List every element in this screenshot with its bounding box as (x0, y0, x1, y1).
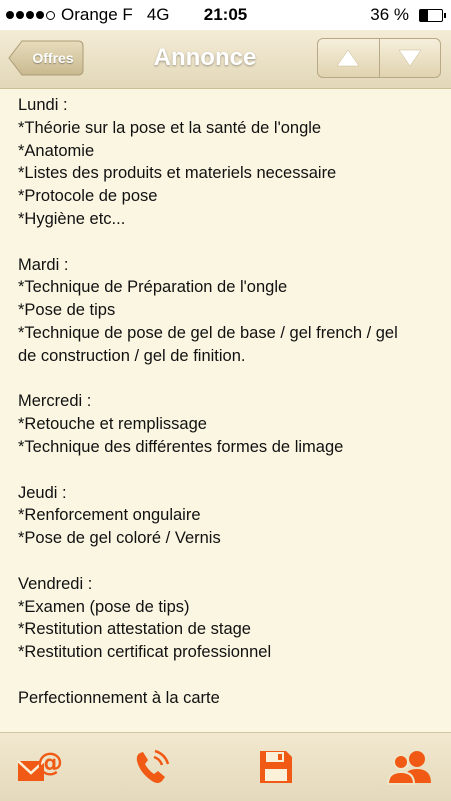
text-line: *Anatomie (18, 141, 95, 160)
blank-line (18, 664, 437, 687)
triangle-down-icon (398, 48, 422, 68)
svg-text:@: @ (37, 748, 63, 778)
text-line: *Listes des produits et materiels necessaire (18, 164, 337, 183)
text-line: *Restitution attestation de stage (18, 620, 251, 639)
text-line: *Technique de pose de gel de base / gel french / gel (18, 323, 398, 342)
text-line: *Pose de tips (18, 301, 116, 320)
blank-line (18, 710, 437, 733)
text-line: *Théorie sur la pose et la santé de l'ongle (18, 118, 322, 137)
network-type: 4G (146, 5, 170, 24)
text-line: de construction / gel de finition. (18, 346, 246, 365)
next-button[interactable] (379, 39, 441, 77)
blank-line (18, 368, 437, 391)
blank-line (18, 459, 437, 482)
text-line: *Retouche et remplissage (18, 415, 207, 434)
text-line: *Renforcement ongulaire (18, 506, 201, 525)
text-line: Mardi : (18, 255, 69, 274)
text-line: Mercredi : (18, 392, 92, 411)
back-button[interactable] (8, 40, 84, 76)
text-line: Perfectionnement à la carte (18, 688, 220, 707)
text-line: Vendredi : (18, 574, 93, 593)
text-line: *Technique de Préparation de l'ongle (18, 278, 288, 297)
text-line: *Hygiène etc... (18, 209, 126, 228)
text-line: Jeudi : (18, 483, 67, 502)
blank-line (18, 550, 437, 573)
battery-percent: 36 % (370, 5, 409, 24)
text-line: *Pose de gel coloré / Vernis (18, 529, 221, 548)
page-title: Annonce (153, 44, 257, 71)
phone-icon (132, 747, 172, 787)
back-button-label: Offres (32, 50, 74, 66)
previous-button[interactable] (318, 39, 379, 77)
call-button[interactable] (130, 747, 174, 787)
carrier-name: Orange F (61, 5, 133, 24)
triangle-up-icon (336, 48, 360, 68)
status-time: 21:05 (203, 5, 248, 24)
prev-next-segmented-control (317, 38, 441, 78)
contacts-button[interactable] (388, 747, 432, 787)
blank-line (18, 231, 437, 254)
text-line: *Protocole de pose (18, 187, 158, 206)
status-bar (0, 0, 451, 30)
text-line: *Restitution certificat professionnel (18, 643, 272, 662)
text-line: *Technique des différentes formes de limage (18, 437, 344, 456)
save-disk-icon (258, 749, 294, 785)
status-right (370, 5, 443, 25)
email-button[interactable] (18, 747, 62, 787)
mail-at-icon (17, 749, 63, 785)
bottom-toolbar (0, 732, 451, 801)
navigation-bar (0, 30, 451, 89)
battery-fill (420, 10, 428, 21)
text-line: Lundi : (18, 96, 68, 114)
text-line: *Examen (pose de tips) (18, 597, 190, 616)
contacts-icon (387, 749, 433, 785)
save-button[interactable] (254, 747, 298, 787)
announcement-content[interactable] (0, 88, 451, 732)
battery-icon (419, 9, 443, 22)
